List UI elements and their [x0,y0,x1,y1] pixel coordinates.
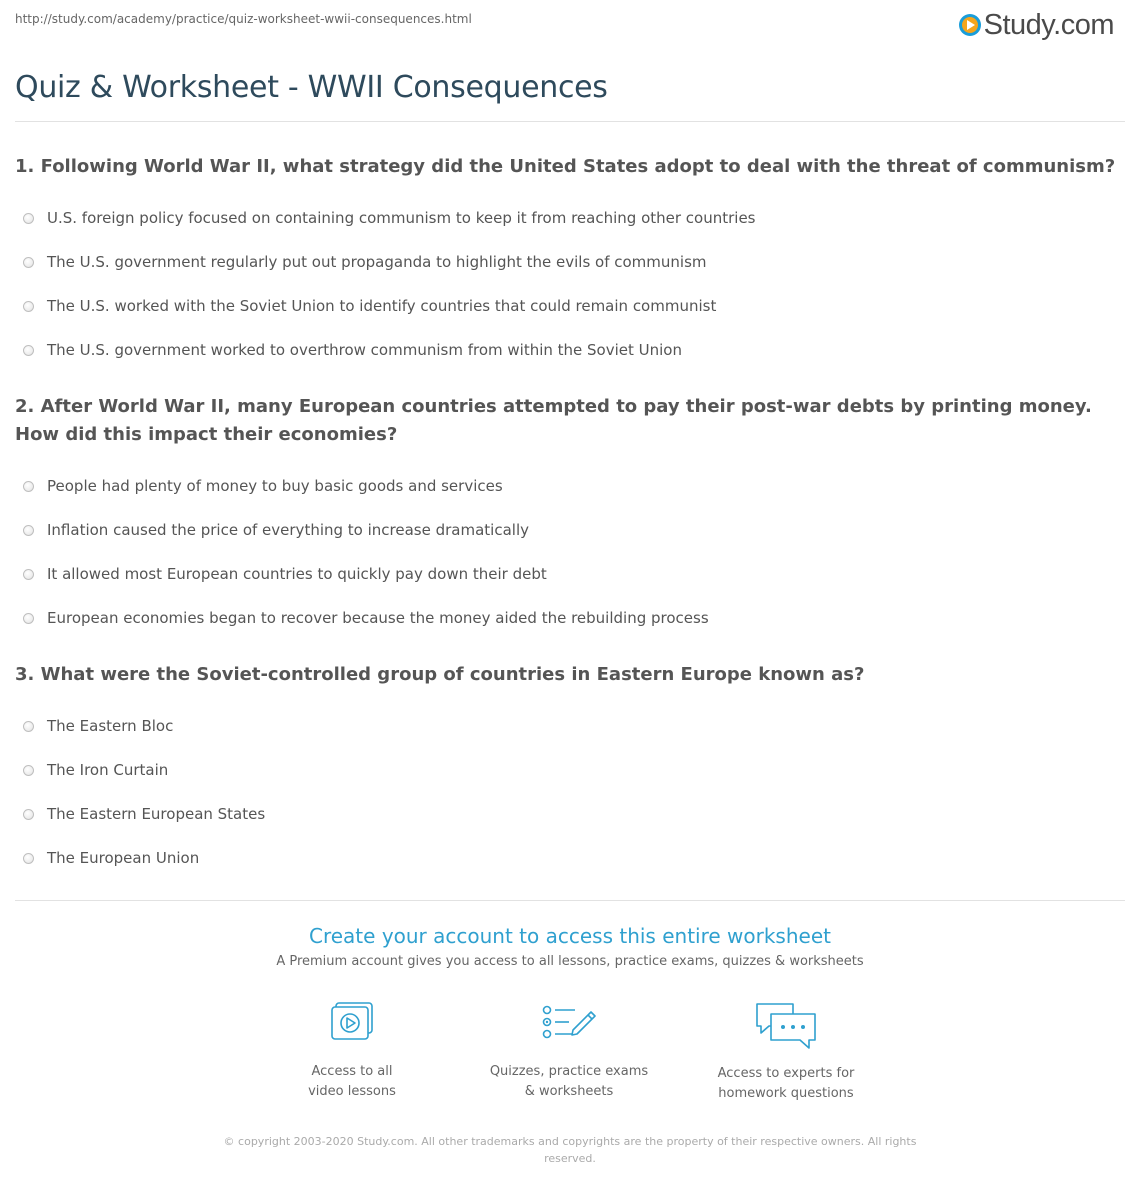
feature-label: Quizzes, practice exams & worksheets [489,1064,649,1099]
feature-label: Access to all video lessons [308,1064,396,1099]
answer-text: The Eastern European States [47,805,266,823]
radio-button[interactable] [23,257,34,268]
answer-list [15,196,1120,372]
question-text: 3. What were the Soviet-controlled group of countries in Eastern Europe known as? [15,664,865,685]
quiz-checklist-icon [539,1000,599,1052]
answer-text: The European Union [47,849,200,867]
question-3 [15,661,1120,880]
question-1 [15,153,1120,372]
radio-button[interactable] [23,613,34,624]
video-lessons-icon [322,1000,382,1052]
question-text: 1. Following World War II, what strategy did the United States adopt to deal with the threat of communism? [15,156,1116,177]
answer-text: Inflation caused the price of everything to increase dramatically [47,521,529,539]
answer-option[interactable] [15,836,1120,880]
answer-option[interactable] [15,596,1120,640]
answer-list [15,704,1120,880]
answer-option[interactable] [15,464,1120,508]
study-logo[interactable] [959,8,1114,42]
question-2 [15,393,1120,640]
feature-experts [686,1000,886,1104]
chat-experts-icon [753,1000,819,1054]
answer-option[interactable] [15,792,1120,836]
feature-quizzes [469,1000,669,1102]
answer-option[interactable] [15,328,1120,372]
logo-text: Study.com [983,8,1114,41]
divider [15,121,1125,122]
divider [15,900,1125,901]
answer-option[interactable] [15,240,1120,284]
answer-list [15,464,1120,640]
cta-subheading: A Premium account gives you access to all lessons, practice exams, quizzes & worksheets [276,954,864,969]
answer-text: The Eastern Bloc [47,717,174,735]
answer-option[interactable] [15,196,1120,240]
radio-button[interactable] [23,569,34,580]
play-logo-icon [959,14,981,36]
cta-heading[interactable]: Create your account to access this entire worksheet [309,924,831,948]
answer-option[interactable] [15,508,1120,552]
radio-button[interactable] [23,765,34,776]
radio-button[interactable] [23,809,34,820]
page-title: Quiz & Worksheet - WWII Consequences [15,70,608,105]
answer-text: European economies began to recover because the money aided the rebuilding process [47,609,709,627]
answer-text: The U.S. government regularly put out propaganda to highlight the evils of communism [47,253,707,271]
feature-video-lessons [252,1000,452,1102]
answer-text: U.S. foreign policy focused on containing communism to keep it from reaching other countries [47,209,756,227]
answer-option[interactable] [15,748,1120,792]
radio-button[interactable] [23,481,34,492]
radio-button[interactable] [23,213,34,224]
page-url: http://study.com/academy/practice/quiz-worksheet-wwii-consequences.html [15,12,472,26]
answer-text: It allowed most European countries to quickly pay down their debt [47,565,547,583]
radio-button[interactable] [23,853,34,864]
feature-label: Access to experts for homework questions [717,1066,855,1101]
radio-button[interactable] [23,525,34,536]
copyright-notice: © copyright 2003-2020 Study.com. All other trademarks and copyrights are the property of their respective owners. All rights reserved. [223,1135,917,1165]
answer-option[interactable] [15,704,1120,748]
answer-text: People had plenty of money to buy basic goods and services [47,477,503,495]
answer-option[interactable] [15,284,1120,328]
answer-option[interactable] [15,552,1120,596]
answer-text: The U.S. government worked to overthrow communism from within the Soviet Union [47,341,682,359]
answer-text: The Iron Curtain [47,761,169,779]
radio-button[interactable] [23,345,34,356]
radio-button[interactable] [23,721,34,732]
question-text: 2. After World War II, many European countries attempted to pay their post-war debts by printing money. How did this impact their economies? [15,396,1092,445]
radio-button[interactable] [23,301,34,312]
answer-text: The U.S. worked with the Soviet Union to identify countries that could remain communist [47,297,717,315]
